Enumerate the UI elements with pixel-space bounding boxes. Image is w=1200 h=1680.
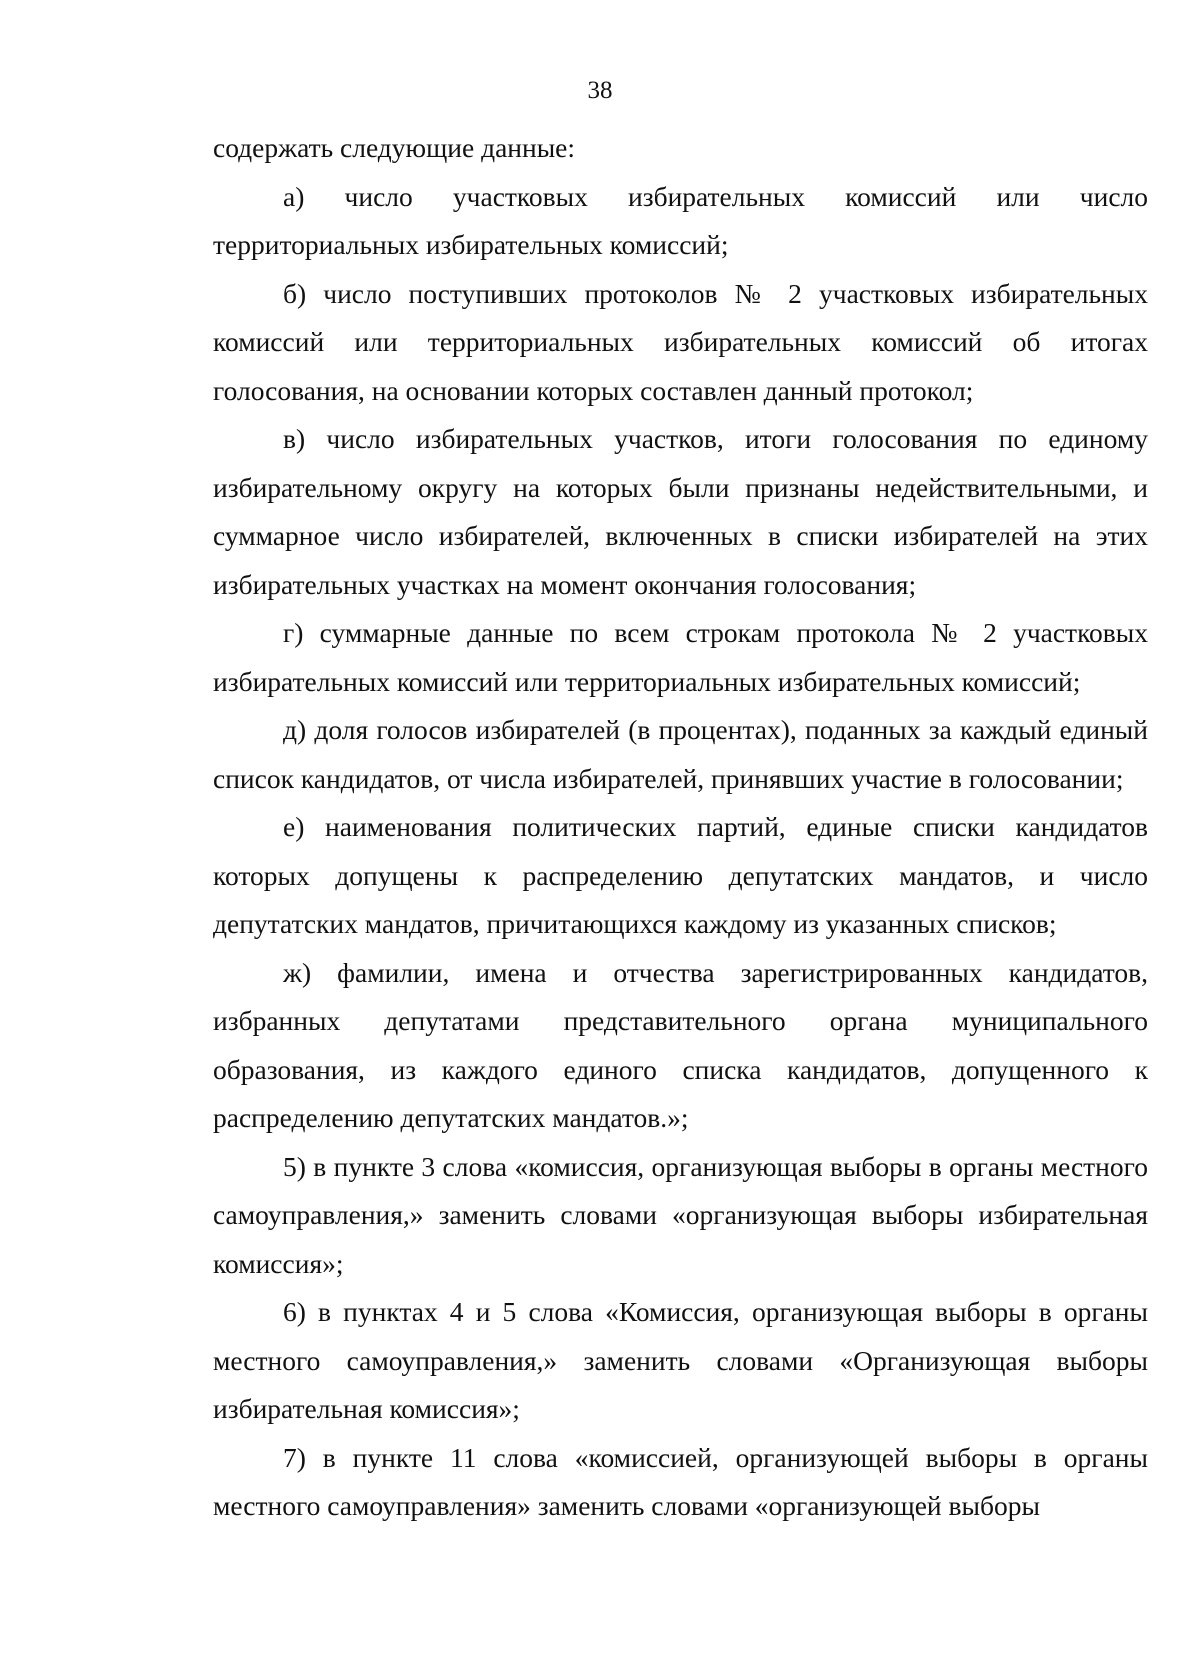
paragraph-point-7: 7) в пункте 11 слова «комиссией, организующей выборы в органы местного самоуправления» заменить словами «организующей выборы xyxy=(213,1441,1148,1521)
document-body xyxy=(213,124,1148,1531)
paragraph-item-v: в) число избирательных участков, итоги голосования по единому избирательному округу на которых были признаны недействительными, и суммарное число избирателей, включенных в списки избирателей на этих избирательных участках на момент окончания голосования; xyxy=(213,423,1148,600)
paragraph-item-e: е) наименования политических партий, единые списки кандидатов которых допущены к распределению депутатских мандатов, и число депутатских мандатов, причитающихся каждому из указанных списков; xyxy=(213,811,1148,939)
paragraph-item-a: а) число участковых избирательных комиссий или число территориальных избирательных комиссий; xyxy=(213,180,1148,260)
paragraph-item-g: г) суммарные данные по всем строкам протокола № 2 участковых избирательных комиссий или территориальных избирательных комиссий; xyxy=(213,617,1148,697)
page-number: 38 xyxy=(587,77,613,104)
paragraph-intro: содержать следующие данные: xyxy=(213,132,576,163)
paragraph-item-b: б) число поступивших протоколов № 2 участковых избирательных комиссий или территориальных избирательных комиссий об итогах голосования, на основании которых составлен данный протокол; xyxy=(213,277,1148,406)
paragraph-item-d: д) доля голосов избирателей (в процентах), поданных за каждый единый список кандидатов, от числа избирателей, принявших участие в голосовании; xyxy=(213,714,1148,794)
paragraph-point-5: 5) в пункте 3 слова «комиссия, организующая выборы в органы местного самоуправления,» заменить словами «организующая выборы избирательная комиссия»; xyxy=(213,1150,1148,1279)
paragraph-point-6: 6) в пунктах 4 и 5 слова «Комиссия, организующая выборы в органы местного самоуправления,» заменить словами «Организующая выборы избирательная комиссия»; xyxy=(213,1296,1148,1424)
paragraph-item-zh: ж) фамилии, имена и отчества зарегистрированных кандидатов, избранных депутатами представительного органа муниципального образования, из каждого единого списка кандидатов, допущенного к распределению депутатских мандатов.»; xyxy=(213,956,1148,1133)
